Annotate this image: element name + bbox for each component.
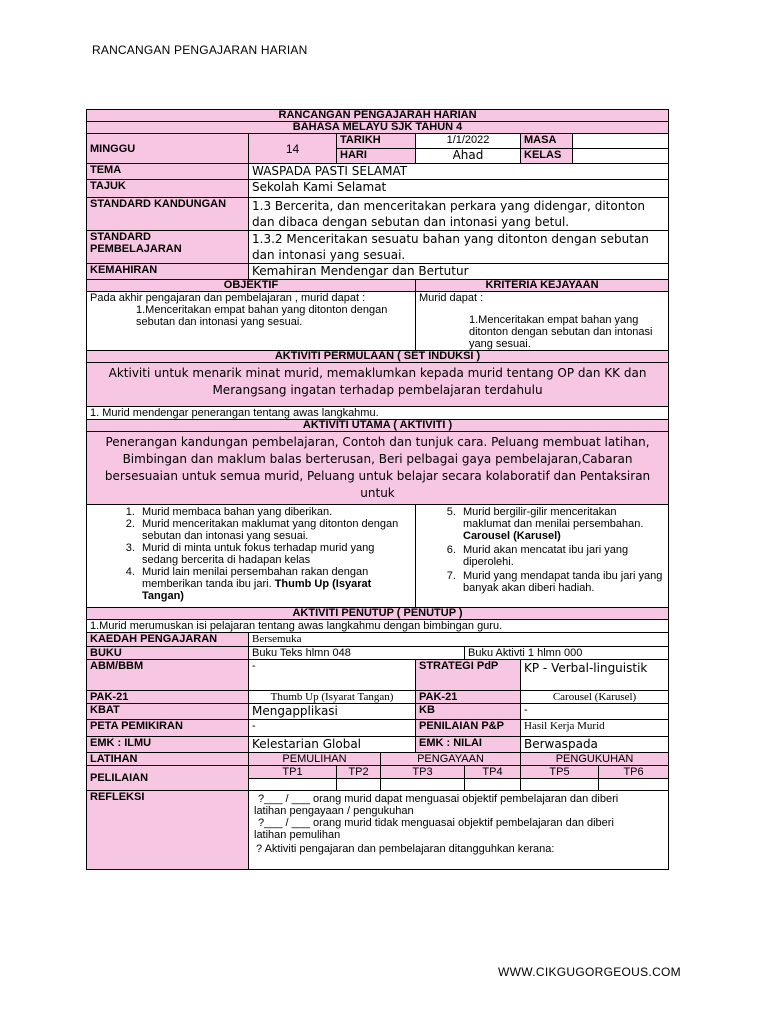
- list-item: 6. Murid akan mencatat ibu jari yang diperolehi.: [459, 544, 665, 568]
- emk-nilai-value: Berwaspada: [521, 737, 669, 753]
- buku-value-2: Buku Aktivti 1 hlmn 000: [465, 647, 669, 660]
- strategi-value: KP - Verbal-linguistik: [521, 660, 669, 691]
- emk-nilai-label: EMK : NILAI: [416, 737, 521, 753]
- kelas-value: [573, 149, 669, 164]
- masa-value: [573, 134, 669, 149]
- penilaian-value: Hasil Kerja Murid: [521, 720, 669, 737]
- pak21-value-2: Carousel (Karusel): [521, 691, 669, 704]
- tp1-cell: [249, 779, 337, 791]
- emk-ilmu-label: EMK : ILMU: [87, 737, 249, 753]
- list-item: 3. Murid di minta untuk fokus terhadap murid yang sedang bercerita di hadapan kelas: [138, 542, 412, 566]
- list-item: 2. Murid menceritakan maklumat yang ditonton dengan sebutan dan intonasi yang sesuai.: [138, 518, 412, 542]
- tema-label: TEMA: [87, 164, 249, 180]
- kbat-value: Mengapplikasi: [249, 704, 416, 720]
- list-item: 7. Murid yang mendapat tanda ibu jari yang banyak akan diberi hadiah.: [459, 570, 665, 594]
- doc-title: RANCANGAN PENGAJARAH HARIAN: [87, 110, 669, 122]
- permulaan-desc: Aktiviti untuk menarik minat murid, memaklumkan kepada murid tentang OP dan KK dan Merangsang ingatan terhadap pembelajaran terdahulu: [87, 363, 669, 407]
- tarikh-label: TARIKH: [337, 134, 416, 149]
- kaedah-value: Bersemuka: [249, 633, 669, 647]
- tarikh-value: 1/1/2022: [416, 134, 521, 149]
- peta-label: PETA PEMIKIRAN: [87, 720, 249, 737]
- tp2-label: TP2: [337, 766, 381, 779]
- pengayaan-label: PENGAYAAN: [381, 753, 521, 766]
- latihan-label: LATIHAN: [87, 753, 249, 766]
- abm-value: -: [249, 660, 416, 691]
- utama-desc: Penerangan kandungan pembelajaran, Contoh dan tunjuk cara. Peluang membuat latihan, Bimbingan dan maklum balas berterusan, Beri pelbagai gaya pembelajaran,Cabaran bersesuaian untuk semua murid, Peluang untuk belajar secara kolaboratif dan Pentaksiran untuk: [87, 432, 669, 505]
- kemahiran-value: Kemahiran Mendengar dan Bertutur: [249, 264, 669, 280]
- penutup-item: 1.Murid merumuskan isi pelajaran tentang awas langkahmu dengan bimbingan guru.: [87, 620, 669, 633]
- rph-table: [86, 109, 669, 870]
- kaedah-label: KAEDAH PENGAJARAN: [87, 633, 249, 647]
- kriteria-content: Murid dapat : 1.Menceritakan empat bahan yang ditonton dengan sebutan dan intonasi yang sesuai.: [416, 292, 669, 351]
- peta-value: -: [249, 720, 416, 737]
- minggu-label: MINGGU: [87, 134, 249, 164]
- kbat-label: KBAT: [87, 704, 249, 720]
- pak21-label-1: PAK-21: [87, 691, 249, 704]
- kriteria-header: KRITERIA KEJAYAAN: [416, 280, 669, 292]
- tp6-cell: [599, 779, 669, 791]
- kb-value: -: [521, 704, 669, 720]
- page-footer: WWW.CIKGUGORGEOUS.COM: [498, 965, 681, 979]
- pak21-label-2: PAK-21: [416, 691, 521, 704]
- kemahiran-label: KEMAHIRAN: [87, 264, 249, 280]
- hari-value: Ahad: [416, 149, 521, 164]
- permulaan-item: 1. Murid mendengar penerangan tentang awas langkahmu.: [87, 407, 669, 420]
- doc-subtitle: BAHASA MELAYU SJK TAHUN 4: [87, 122, 669, 134]
- sp-value: 1.3.2 Menceritakan sesuatu bahan yang ditonton dengan sebutan dan intonasi yang sesuai.: [249, 231, 669, 264]
- tajuk-label: TAJUK: [87, 180, 249, 198]
- pelilaian-label: PELILAIAN: [87, 766, 249, 791]
- page-header: RANCANGAN PENGAJARAN HARIAN: [92, 43, 308, 57]
- permulaan-header: AKTIVITI PERMULAAN ( SET INDUKSI ): [87, 351, 669, 363]
- list-item: 4. Murid lain menilai persembahan rakan dengan memberikan tanda ibu jari. Thumb Up (Isyarat Tangan): [138, 566, 412, 602]
- tajuk-value: Sekolah Kami Selamat: [249, 180, 669, 198]
- minggu-value: 14: [249, 134, 337, 164]
- hari-label: HARI: [337, 149, 416, 164]
- tp1-label: TP1: [249, 766, 337, 779]
- penutup-header: AKTIVITI PENUTUP ( PENUTUP ): [87, 608, 669, 620]
- objektif-header: OBJEKTIF: [87, 280, 416, 292]
- tp2-cell: [337, 779, 381, 791]
- tema-value: WASPADA PASTI SELAMAT: [249, 164, 669, 180]
- tp5-label: TP5: [521, 766, 599, 779]
- objektif-content: Pada akhir pengajaran dan pembelajaran , murid dapat : 1.Menceritakan empat bahan yang ditonton dengan sebutan dan intonasi yang sesuai.: [87, 292, 416, 351]
- pemulihan-label: PEMULIHAN: [249, 753, 381, 766]
- sk-value: 1.3 Bercerita, dan menceritakan perkara yang didengar, ditonton dan dibaca dengan sebutan dan intonasi yang betul.: [249, 198, 669, 231]
- utama-left-list: [87, 505, 416, 608]
- tp3-cell: [381, 779, 465, 791]
- pengukuhan-label: PENGUKUHAN: [521, 753, 669, 766]
- refleksi-content: ?___ / ___ orang murid dapat menguasai objektif pembelajaran dan diberi latihan pengayaan / pengukuhan ?___ / ___ orang murid tidak menguasai objektif pembelajaran dan diberi latihan pemulihan ? Aktiviti pengajaran dan pembelajaran ditangguhkan kerana:: [249, 791, 669, 870]
- tp3-label: TP3: [381, 766, 465, 779]
- pak21-value-1: Thumb Up (Isyarat Tangan): [249, 691, 416, 704]
- utama-header: AKTIVITI UTAMA ( AKTIVITI ): [87, 420, 669, 432]
- buku-label: BUKU: [87, 647, 249, 660]
- kelas-label: KELAS: [521, 149, 573, 164]
- emk-ilmu-value: Kelestarian Global: [249, 737, 416, 753]
- sp-label: STANDARD PEMBELAJARAN: [87, 231, 249, 264]
- buku-value-1: Buku Teks hlmn 048: [249, 647, 465, 660]
- list-item: 1. Murid membaca bahan yang diberikan.: [138, 506, 412, 518]
- sk-label: STANDARD KANDUNGAN: [87, 198, 249, 231]
- list-item: 5. Murid bergilir-gilir menceritakan maklumat dan menilai persembahan. Carousel (Karusel): [459, 506, 665, 542]
- tp5-cell: [521, 779, 599, 791]
- tp4-cell: [465, 779, 521, 791]
- penilaian-label: PENILAIAN P&P: [416, 720, 521, 737]
- refleksi-label: REFLEKSI: [87, 791, 249, 870]
- tp6-label: TP6: [599, 766, 669, 779]
- masa-label: MASA: [521, 134, 573, 149]
- utama-right-list: [416, 505, 669, 608]
- strategi-label: STRATEGI PdP: [416, 660, 521, 691]
- tp4-label: TP4: [465, 766, 521, 779]
- abm-label: ABM/BBM: [87, 660, 249, 691]
- kb-label: KB: [416, 704, 521, 720]
